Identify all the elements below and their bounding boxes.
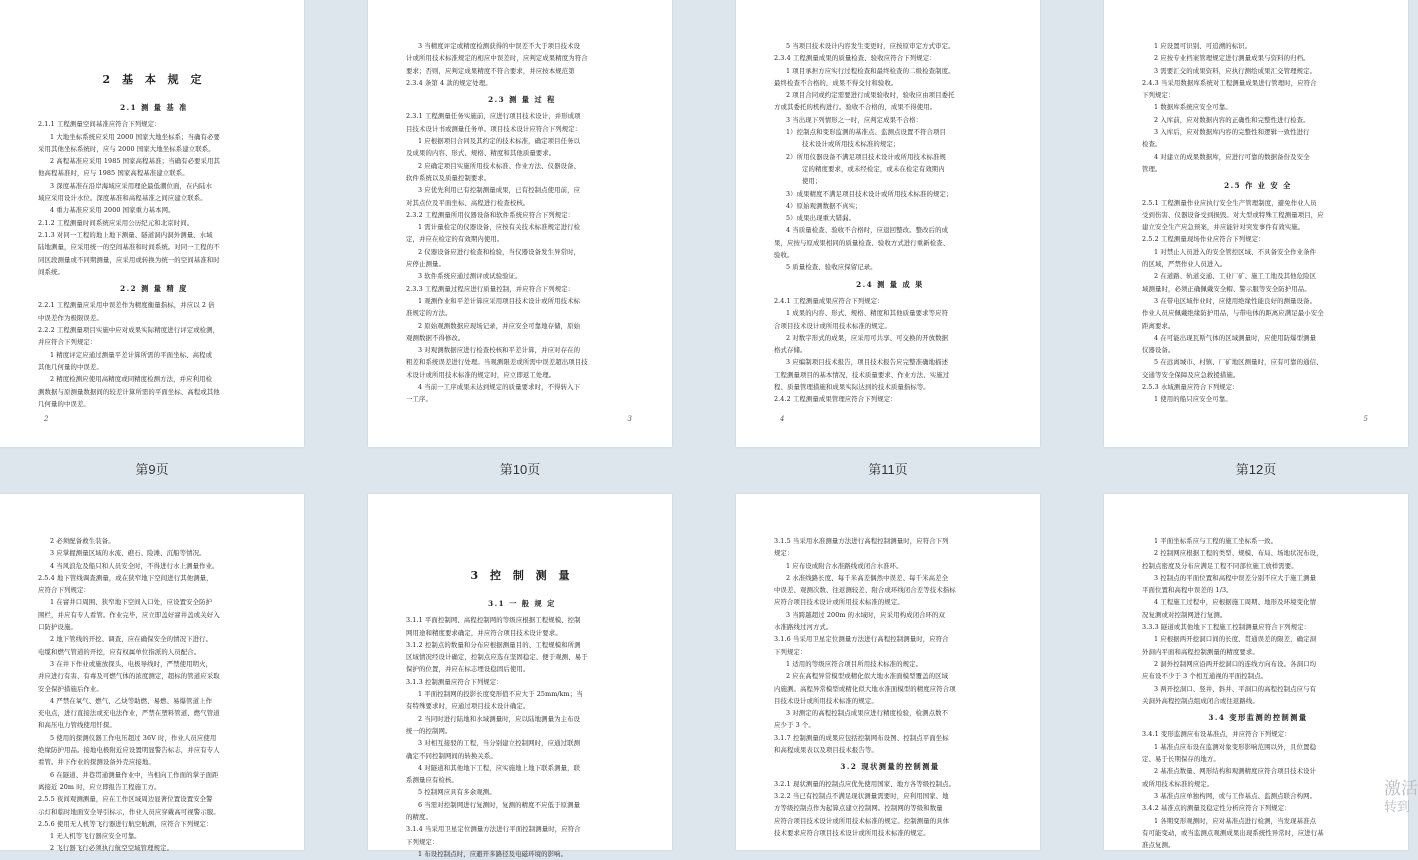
text-line: 距离要求。 (1142, 321, 1175, 330)
text-line: 最终检查不合格的，成果不得交付和验收。 (774, 78, 898, 87)
text-line: 测数据与原测量数据间的较差计算所需的平面坐标、高程或其他 (38, 387, 220, 396)
text-line: 2.5.4 地下管线调查测量，或在狭窄地下空间进行其他测量， (38, 573, 213, 582)
document-page[interactable] (1104, 0, 1408, 447)
text-line: 同区段测量或不同期测量，应采用或转换为统一的空间基准和时 (38, 255, 220, 264)
text-line: 3 在井下作业或施放探头、电极导线时，严禁使用明火， (50, 659, 213, 668)
text-line: 格式存储。 (774, 346, 807, 355)
text-line: 4 当风浪危及船只和人员安全时，不得进行水上测量作业。 (50, 561, 219, 570)
text-line: 应少于 3 个。 (774, 721, 815, 730)
section-heading: 2.3 测 量 过 程 (488, 95, 556, 105)
text-line: 5）成果出现重大错漏。 (786, 214, 856, 223)
text-line: 并应进行有害、有毒及可燃气体的浓度测定，超标的管道应采取 (38, 672, 220, 681)
text-line: 方等级控制点作为起算点建立控制网。控制网的等级和数量 (774, 804, 943, 813)
text-line: 3 基准点应单独构网，或与工作基点、监测点联合构网。 (1154, 791, 1317, 800)
text-line: 网用途和精度要求确定，并应符合项目技术设计要求。 (406, 628, 562, 637)
text-line: 安全保护措施后作业。 (38, 684, 103, 693)
text-line: 观测数据不得修改。 (406, 333, 465, 342)
text-line: 2 应确定项目实施所用技术标准、作业方法、仪器设备、 (418, 161, 581, 170)
page-content (368, 494, 672, 860)
text-line: 1 项目承担方应实行过程检查和最终检查的二级检查制度。 (786, 66, 955, 75)
section-heading: 2.5 作 业 安 全 (1224, 181, 1292, 191)
text-line: 仪器设备。 (1142, 346, 1175, 355)
text-line: 2 原始观测数据应现场记录，并应安全可靠地存储，原始 (418, 321, 581, 330)
text-line: 技术要求应符合项目技术设计或所用技术标准的规定。 (774, 828, 930, 837)
text-line: 3.1.6 当采用卫星定位测量方法进行高程控制测量时，应符合 (774, 635, 949, 644)
text-line: 目技术设计书或测量任务单。项目技术设计应符合下列规定： (406, 124, 582, 133)
text-line: 1 平面控制网的投影长度变形值不应大于 25mm/km；当 (418, 690, 583, 699)
text-line: 的区域，严禁作业人员进入。 (1142, 260, 1227, 269)
text-line: 应停止测量。 (406, 260, 445, 269)
text-line: 1 应根据项目合同及其约定的技术标准，确定项目任务以 (418, 137, 581, 146)
text-line: 3 应编制项目技术报告，项目技术报告应完整准确地描述 (786, 358, 949, 367)
page-content (736, 0, 1040, 406)
text-line: 系测量应有检核。 (406, 776, 458, 785)
text-line: 应布设不少于 3 个相互通视的平面控制点。 (1142, 672, 1268, 681)
text-line: 保护的位置，并应在标志埋设稳固后使用。 (406, 665, 530, 674)
text-line: 3.1.3 控制测量应符合下列规定： (406, 677, 503, 686)
page-content (0, 494, 304, 855)
text-line: 一工序。 (406, 395, 432, 404)
document-page[interactable] (368, 494, 672, 858)
text-line: 3 需要汇交的成果资料，应执行测绘成果汇交管理规定。 (1154, 66, 1317, 75)
text-line: 况复测或对控制网进行复测。 (1142, 610, 1227, 619)
text-line: 交通等安全保障及应急救援措施。 (1142, 370, 1240, 379)
text-line: 口防护设施。 (38, 623, 77, 632)
page-content (1104, 0, 1408, 406)
text-line: 软件系统以及质量控制要求。 (406, 173, 491, 182)
text-line: 有特殊要求时，应通过项目技术设计确定。 (406, 702, 530, 711)
text-line: 定的精度要求，或未经检定，或未在检定有效期内 (802, 164, 945, 173)
text-line: 3 控制点的平面位置和高程中误差分别不应大于施工测量 (1154, 573, 1317, 582)
page-number: 2 (44, 415, 49, 423)
text-line: 并应符合下列规定： (38, 338, 97, 347)
text-line: 2 水准线路长度、每千米高差偶然中误差、每千米高差全 (786, 573, 949, 582)
document-page[interactable] (1104, 494, 1418, 850)
text-line: 准规定的方法。 (406, 309, 452, 318)
text-line: 间系统。 (38, 267, 64, 276)
text-line: 充电点，进行直接法或充电法作业，严禁在塑料管道、燃气管道 (38, 709, 220, 718)
text-line: 3 应掌握测量区域的水流、礁石、险滩、沉船等情况。 (50, 549, 206, 558)
text-line: 合项目技术设计或所用技术标准的规定。 (774, 321, 891, 330)
text-line: 5 使用的探测仪器工作电压超过 36V 时，作业人员应使用 (50, 733, 217, 742)
text-line: 3 对观测数据应进行检查校核和平差计算，并应对存在的 (418, 346, 581, 355)
text-line: 2.2.1 工程测量应采用中误差作为精度衡量指标，并应以 2 倍 (38, 301, 215, 310)
text-line: 1 大地坐标系统应采用 2000 国家大地坐标系；当确有必要 (50, 132, 221, 141)
text-line: 规定： (774, 549, 794, 558)
text-line: 和高程成果表以及项目技术报告等。 (774, 746, 878, 755)
text-line: 3.1.1 平面控制网、高程控制网的等级应根据工程规模、控制 (406, 616, 581, 625)
text-line: 围栏，并应有专人看管。作业完毕，应立即盖好窨井盖或关好入 (38, 610, 220, 619)
text-line: 3.3.3 隧道或其他地下工程施工控制测量应符合下列规定： (1142, 623, 1311, 632)
text-line: 1 对禁止人员进入的安全管控区域、不具备安全作业条件 (1154, 247, 1317, 256)
text-line: 验收。 (774, 251, 794, 260)
document-page[interactable] (736, 0, 1040, 447)
text-line: 他高程基准时，应与 1985 国家高程基准建立联系。 (38, 169, 189, 178)
text-line: 陆地测量，应采用统一的空间基准和时间系统。对同一工程的不 (38, 243, 220, 252)
text-line: 方或其委托的机构进行。验收不合格的，成果不得使用。 (774, 103, 937, 112)
text-line: 3 对相互接驳的工程，当分别建立控制网时，应通过联测 (418, 739, 581, 748)
text-line: 准点复测。 (1142, 841, 1175, 850)
text-line: 2 对数字形式的成果，应采用可共享、可交换的开放数据 (786, 333, 949, 342)
text-line: 3.1.5 当采用水准测量方法进行高程控制测量时，应符合下列 (774, 537, 949, 545)
text-line: 确定不同控制网间的转换关系。 (406, 751, 497, 760)
text-line: 中误差、观测次数、往返测较差、附合或环线闭合差等技术指标 (774, 586, 956, 595)
watermark-line-2: 转到 (1384, 800, 1411, 815)
text-line: 定、易于长期保存的地方。 (1142, 755, 1220, 764)
text-line: 6 当需对控制网进行复测时，复测的精度不应低于原测量 (418, 800, 581, 809)
text-line: 术设计或所用技术标准的规定时，应立即返工处理。 (406, 370, 556, 379)
text-line: 程、质量管理措施和成果实际达到的技术质量指标等。 (774, 383, 930, 392)
text-line: 定，并应在检定的有效期内使用。 (406, 235, 504, 244)
text-line: 几何量的中误差。 (38, 399, 90, 408)
text-line: 4 对建立的成果数据库，应进行可靠的数据备份及安全 (1154, 152, 1310, 161)
text-line: 2.5.2 工程测量现场作业应符合下列规定： (1142, 235, 1265, 244)
text-line: 1 需计量检定的仪器设备，应按有关技术标准规定进行检 (418, 223, 581, 232)
text-line: 3 当出现下列情形之一时，应判定成果不合格： (786, 115, 923, 124)
text-line: 统一的控制网。 (406, 726, 452, 735)
document-page[interactable] (368, 0, 672, 447)
text-line: 3 应优先利用已有控制测量成果，已有控制点使用前，应 (418, 186, 581, 195)
text-line: 3 当跨越超过 200m 的水域时，应采用构成闭合环的双 (786, 610, 946, 619)
text-line: 2 控制网应根据工程的类型、规模、布局、场地状况布设， (1154, 549, 1323, 558)
text-line: 下列规定： (1142, 91, 1175, 100)
text-line: 6 在隧道、井巷贯通测量作业中，当相向工作面的掌子面距 (50, 770, 219, 779)
page-content (736, 494, 1040, 839)
text-line: 采用其他坐标系统时，应与 2000 国家大地坐标系建立联系。 (38, 144, 215, 153)
text-line: 控制点密度及分布应满足工程不同部位施工放样需要。 (1142, 561, 1298, 570)
page-number: 5 (1363, 415, 1368, 423)
text-line: 工程测量项目的基本情况、技术质量要求、作业方法、实施过 (774, 370, 950, 379)
text-line: 5 当项目技术设计内容发生变更时，应按原审定方式审定。 (786, 42, 955, 50)
text-line: 5 控制网应具有多余观测。 (418, 788, 496, 797)
section-heading: 3.1 一 般 规 定 (488, 599, 556, 608)
text-line: 其他几何量的中误差。 (38, 362, 103, 371)
text-line: 3.1.4 当采用卫星定位测量方法进行平面控制测量时，应符合 (406, 825, 581, 834)
text-line: 3.4.2 基准点的测量及稳定性分析应符合下列规定： (1142, 804, 1291, 813)
text-line: 作业人员应佩戴绝缘防护用品，与带电体的距离应满足最小安全 (1142, 309, 1324, 318)
text-line: 4 当质量检查、验收不合格时，应退回整改。整改后的成 (786, 226, 949, 235)
text-line: 2.1.1 工程测量空间基准应符合下列规定： (38, 120, 161, 129)
text-line: 3 在带电区域作业时，应使用绝缘性能良好的测量设备。 (1154, 296, 1317, 305)
text-line: 3 对测定的高程控制点成果应进行精度检验，检测点数不 (786, 709, 949, 718)
text-line: 有可能变动，或当监测点观测成果出现系统性异常时，应进行基 (1142, 828, 1324, 837)
text-line: 2 应按专业档案管理规定进行测量成果与资料的归档。 (1154, 54, 1310, 63)
text-line: 对其点位及平面坐标、高程进行检查校核。 (406, 198, 530, 207)
text-line: 4 当前一工序成果未达到规定的质量要求时，不得转入下 (418, 383, 581, 392)
text-line: 2.1.3 对同一工程的地上地下测量、隧道洞内洞外测量、水域 (38, 230, 213, 239)
text-line: 2 高程基准应采用 1985 国家高程基准；当确有必要采用其 (50, 157, 221, 166)
text-line: 1 数据库系统应安全可靠。 (1154, 103, 1232, 112)
text-line: 3.4.1 变形监测应布设基准点，并应符合下列规定： (1142, 730, 1291, 739)
text-line: 5 在远离城市、村镇、厂矿地区测量时，应有可靠的通信、 (1154, 358, 1323, 367)
text-line: 1 成果的内容、形式、规格、精度和其他质量要求等应符 (786, 309, 949, 318)
text-line: 2 应在高程异常模型或精化似大地水准面模型覆盖的区域 (786, 672, 949, 681)
text-line: 2 项目合同或约定需要进行成果验收时，验收应由项目委托 (786, 91, 955, 100)
text-line: 中误差作为极限误差。 (38, 313, 103, 322)
text-line: 2.5.3 水域测量应符合下列规定： (1142, 383, 1239, 392)
text-line: 3.1.7 控制测量的成果应包括控制网布设图、控制点平面坐标 (774, 733, 949, 742)
text-line: 看管。井下作业的探测设备外壳应接地。 (38, 758, 155, 767)
section-heading: 2.2 测 量 精 度 (120, 284, 188, 294)
text-line: 2.5.5 夜间观测测量，应在工作区域周边显著位置设置安全警 (38, 795, 213, 804)
text-line: 2.4.3 当采用数据库系统对工程测量成果进行管理时，应符合 (1142, 78, 1317, 87)
text-line: 2）所用仪器设备不满足项目技术设计或所用技术标准规 (786, 152, 946, 161)
page-content (0, 0, 304, 410)
text-line: 计或所用技术标准规定的相应中误差时，应判定成果精度为符合 (406, 54, 588, 63)
text-line: 2.5.6 使用无人机等飞行器进行航空航测，应符合下列规定： (38, 819, 213, 828)
text-line: 2 地下管线的开挖、调查，应在确保安全的情况下进行。 (50, 635, 213, 644)
section-heading: 3.4 变形监测的控制测量 (1208, 713, 1308, 723)
text-line: 1 精度评定应通过测量平差计算所需的平面坐标、高程或 (50, 350, 213, 359)
text-line: 4 在可能出现瓦斯气体的区域测量时，应使用防爆型测量 (1154, 333, 1317, 342)
text-line: 3）成果精度不满足项目技术设计或所用技术标准的规定； (786, 189, 953, 198)
text-line: 1 观测作业和平差计算应采用项目技术设计或所用技术标 (418, 296, 581, 305)
page-label-9[interactable]: 第9页 (135, 462, 169, 477)
text-line: 4 重力基准应采用 2000 国家重力基本网。 (50, 206, 175, 215)
text-line: 4）原始观测数据不真实； (786, 201, 862, 210)
text-line: 1 各期变形观测时，应对基准点进行检测，当发现基准点 (1154, 816, 1317, 825)
text-line: 2 仪器设备应进行检查和检验，当仪器设备发生异常时， (418, 247, 581, 256)
text-line: 应符合项目技术设计或所用技术标准的规定。 (774, 598, 904, 607)
text-line: 水准路线过河方式。 (774, 623, 833, 632)
text-line: 3.2.1 现状测量的控制点应优先使用国家、地方各等级控制点。 (774, 779, 956, 788)
text-line: 外洞内平面和高程控制测量的精度要求。 (1142, 647, 1259, 656)
text-line: 下列规定： (774, 647, 807, 656)
text-line: 3 入库后，应对数据库内容的完整性和逻辑一致性进行 (1154, 128, 1310, 137)
text-line: 1 使用的船只应安全可靠。 (1154, 395, 1232, 404)
text-line: 的精度。 (406, 813, 432, 822)
text-line: 3.1.2 控制点的数量和分布应根据测量目的、工程规模和所测 (406, 640, 581, 649)
text-line: 4 严禁在氧气、燃气、乙炔等助燃、易燃、易爆管道上作 (50, 696, 213, 705)
page-number: 3 (627, 415, 632, 423)
text-line: 2 基准点数量、网形结构和观测精度应符合项目技术设计 (1154, 767, 1317, 776)
text-line: 平面位置和高程中误差的 1/3。 (1142, 586, 1233, 595)
watermark-line-1: 激活 (1384, 779, 1418, 799)
text-line: 2 入库前，应对数据内容的正确性和完整性进行检查。 (1154, 115, 1310, 124)
text-line: 建立安全生产应急预案，并应能针对突发事件有效实施。 (1142, 223, 1305, 232)
page-content (368, 0, 672, 406)
document-page[interactable] (0, 494, 304, 853)
text-line: 1 应布设成附合水准路线或闭合水准环。 (786, 561, 903, 570)
text-line: 2.1.2 工程测量时间系统应采用公历纪元和北京时间。 (38, 218, 194, 227)
text-line: 2.3.4 工程测量成果的质量检查、验收应符合下列规定： (774, 54, 936, 63)
page-label-12[interactable]: 第12页 (1235, 462, 1277, 477)
text-line: 2.2.2 工程测量项目实施中应对成果实际精度进行评定或检测， (38, 326, 220, 335)
text-line: 2.3.3 工程测量过程应进行质量控制，并应符合下列规定： (406, 284, 575, 293)
text-line: 1 应根据两开挖洞口间的长度、贯通误差的限差，确定洞 (1154, 635, 1317, 644)
section-heading: 2.1 测 量 基 准 (120, 103, 188, 112)
text-line: 2 洞外控制网应沿两开挖洞口的连线方向布设。各洞口均 (1154, 659, 1317, 668)
text-line: 下列规定： (406, 837, 439, 846)
text-line: 域测量时，必须正确佩戴安全帽、警示服等安全防护用品。 (1142, 284, 1311, 293)
text-line: 2 必须配备救生装备。 (50, 537, 115, 545)
text-line: 2 当同时进行陆地和水域测量时，应以陆地测量为主布设 (418, 714, 581, 723)
text-line: 3 两开挖洞口、竖井、斜井、平洞口的高程控制点应与有 (1154, 684, 1317, 693)
section-heading: 3.2 现状测量的控制测量 (840, 762, 940, 772)
text-line: 使用； (802, 177, 822, 186)
text-line: 示灯和临时地面安全导引标示，作业人员应穿戴高可视警示服。 (38, 807, 220, 816)
page-number: 4 (780, 415, 785, 423)
text-line: 2.5.1 工程测量作业应执行安全生产管理制度，避免作业人员 (1142, 198, 1317, 207)
text-line: 目技术设计或所用技术标准的规定。 (774, 696, 878, 705)
text-line: 2.3.1 工程测量任务实施前，应进行项目技术设计，并形成项 (406, 112, 581, 121)
text-line: 应符合下列规定： (38, 586, 90, 595)
text-line: 1 应设置可识别、可追溯的标识。 (1154, 42, 1252, 50)
document-page[interactable] (0, 0, 304, 447)
text-line: 域应采用设计水位。深度基准和高程基准之间应建立联系。 (38, 194, 207, 203)
text-line: 粗差和系统误差进行处理。当观测限差或所需中误差超出项目技 (406, 358, 588, 367)
text-line: 3 软件系统应通过测评或试验验证。 (418, 272, 522, 281)
text-line: 1 在窨井口周围、狭窄地下空间入口处，应设置安全防护 (50, 598, 213, 607)
text-line: 2.3.2 工程测量所用仪器设备和软件系统应符合下列规定： (406, 210, 575, 219)
page-label-11[interactable]: 第11页 (868, 462, 908, 477)
text-line: 4 对隧道和其他地下工程，应实施地上地下联系测量，联 (418, 763, 581, 772)
text-line: 技术设计或所用技术标准的规定； (802, 140, 900, 149)
text-line: 或所用技术标准的规定。 (1142, 779, 1214, 788)
text-line: 及成果的内容、形式、规格、精度和其他质量要求。 (406, 149, 556, 158)
text-line: 5 质量检查、验收应保留记录。 (786, 263, 877, 272)
text-line: 3 当精度评定或精度检测获得的中误差不大于项目技术设 (418, 42, 581, 50)
text-line: 1 布设控制点时，应避开多路径及电磁环境的影响。 (418, 849, 568, 858)
text-line: 要求；否则，应判定成果精度不符合要求，并应按本规范第 (406, 66, 575, 75)
page-content (1104, 494, 1418, 851)
text-line: 1 无人机等飞行器应安全可靠。 (50, 832, 141, 841)
text-line: 2.4.1 工程测量成果应符合下列规定： (774, 296, 884, 305)
text-line: 应符合项目技术设计或所用技术标准的规定。控制测量的具体 (774, 816, 950, 825)
text-line: 受到伤害、仪器设备受到损毁。对大型或特殊工程测量项目，应 (1142, 210, 1324, 219)
text-line: 1 适用的等级应符合项目所用技术标准的规定。 (786, 659, 923, 668)
section-heading: 2.4 测 量 成 果 (856, 279, 924, 289)
text-line: 区域情况经设计确定，控制点应选在坚固稳定、便于观测、易于 (406, 653, 588, 662)
text-line: 绝缘防护用品。接地电极附近应设置明显警告标志，并应有专人 (38, 746, 220, 755)
text-line: 关洞外高程控制点组成闭合或往返路线。 (1142, 696, 1259, 705)
chapter-title: 3 控 制 测 量 (470, 569, 574, 582)
text-line: 离接近 20m 时，应立即报告工程施工方。 (38, 782, 161, 791)
text-line: 2.4.2 工程测量成果管理应符合下列规定： (774, 395, 897, 404)
text-line: 1 基准点应布设在监测对象变形影响范围以外，且位置稳 (1154, 742, 1317, 751)
text-line: 4 工程施工过程中，应根据施工周期、地形及环境变化情 (1154, 598, 1317, 607)
text-line: 检查。 (1142, 140, 1162, 149)
activation-watermark (1384, 778, 1418, 816)
text-line: 电缆和燃气管道的开挖，应有权属单位指派的人员配合。 (38, 647, 201, 656)
text-line: 3.2.2 当已有控制点不满足现状测量需要时，应利用国家、地 (774, 791, 949, 800)
text-line: 管理。 (1142, 164, 1162, 173)
text-line: 内施测。高程异常模型或精化似大地水准面模型的精度应符合项 (774, 684, 956, 693)
text-line: 2.3.4 条第 4 款的规定处理。 (406, 78, 492, 87)
text-line: 1）控制点和变形监测的基准点、监测点设置不符合项目 (786, 128, 946, 137)
text-line: 1 平面坐标系应与工程的施工坐标系一致。 (1154, 537, 1278, 545)
text-line: 2 精度检测应使用高精度或同精度检测方法，并应利用检 (50, 375, 213, 384)
page-label-10[interactable]: 第10页 (499, 462, 541, 477)
text-line: 2 在道路、轨道交通、工业厂矿、施工工地及其他危险区 (1154, 272, 1317, 281)
text-line: 果，应按与原成果相同的质量检查、验收方式进行重新检查、 (774, 238, 950, 247)
chapter-title: 2 基 本 规 定 (102, 73, 206, 86)
text-line: 3 深度基准在沿岸海域应采用理论最低潮位面，在内陆水 (50, 181, 213, 190)
text-line: 2 飞行器飞行必须执行航空空域管理规定。 (50, 844, 174, 853)
text-line: 和高压电力管线使用钎探。 (38, 721, 116, 730)
document-page[interactable] (736, 494, 1040, 850)
